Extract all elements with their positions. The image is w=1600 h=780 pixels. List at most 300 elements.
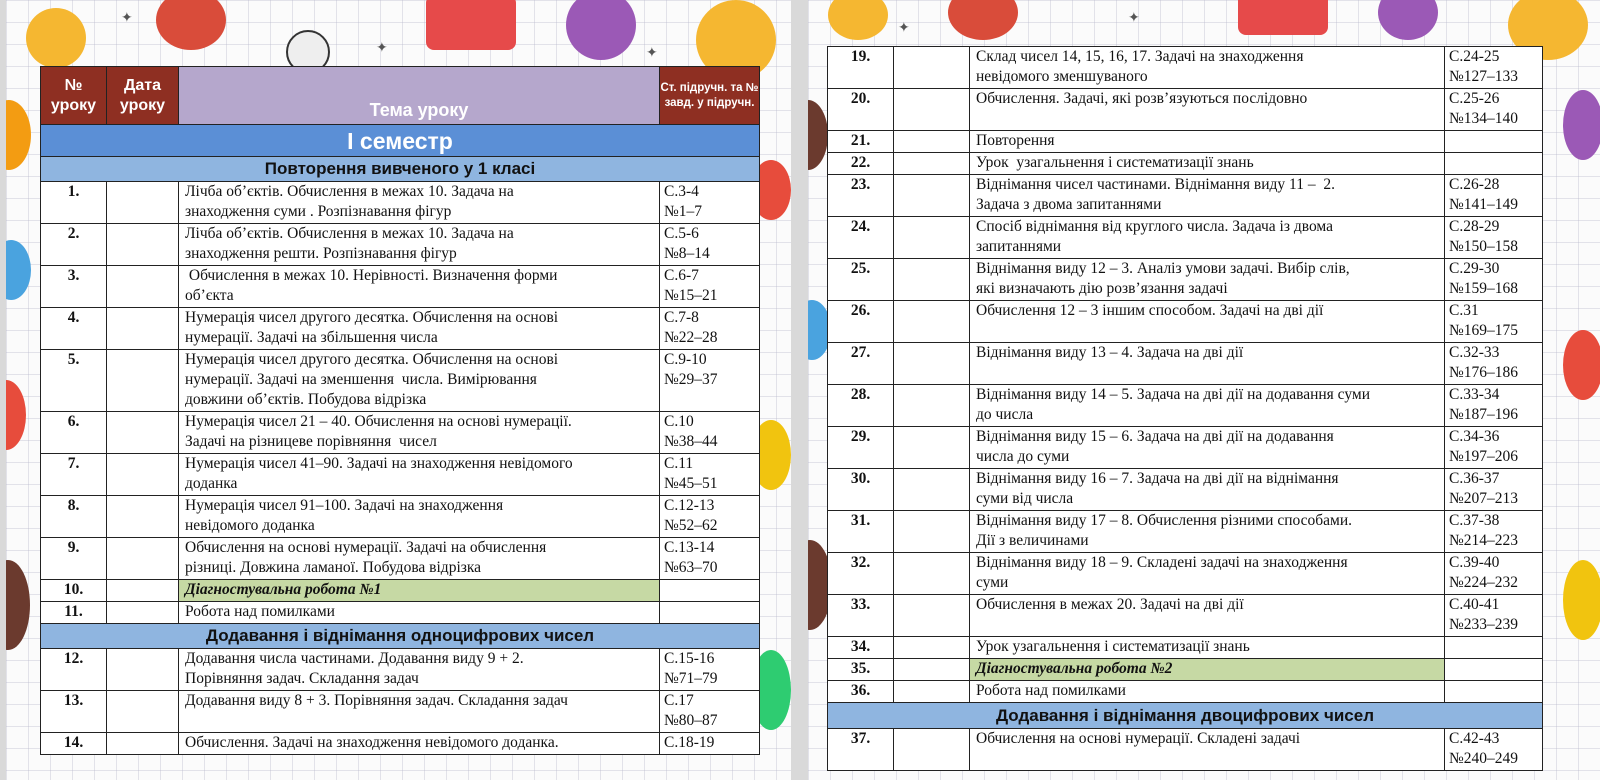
page-ref: С.9-10 xyxy=(664,351,707,368)
table-row xyxy=(828,637,1543,659)
letter-decoration xyxy=(426,0,516,50)
table-row xyxy=(828,175,1543,217)
header-lesson-date: Дата уроку xyxy=(107,67,179,125)
table-row xyxy=(828,553,1543,595)
lesson-date xyxy=(894,259,970,301)
page-ref: С.24-25 xyxy=(1449,48,1500,65)
textbook-ref xyxy=(1445,681,1543,703)
lesson-number: 5. xyxy=(41,350,107,412)
topic-line: Порівняння задач. Складання задач xyxy=(185,670,419,687)
task-ref: №233–239 xyxy=(1449,616,1519,633)
task-ref: №176–186 xyxy=(1449,364,1519,381)
lesson-number: 36. xyxy=(828,681,894,703)
page-ref: С.40-41 xyxy=(1449,596,1500,613)
topic-line: суми xyxy=(976,574,1009,591)
table-row xyxy=(41,538,760,580)
lesson-topic xyxy=(179,412,660,454)
task-ref: №22–28 xyxy=(664,329,718,346)
textbook-ref xyxy=(1445,343,1543,385)
topic-line: Спосіб віднімання від круглого числа. Задача із двома xyxy=(976,218,1333,235)
topic-line: Задачі на різницеве порівняння чисел xyxy=(185,433,437,450)
lesson-topic xyxy=(179,182,660,224)
table-header-row xyxy=(41,67,760,125)
section-title: Додавання і віднімання одноцифрових чисел xyxy=(41,624,760,649)
topic-line: нумерації. Задачі на збільшення числа xyxy=(185,329,438,346)
topic-line: Повторення xyxy=(976,132,1055,149)
flask-decoration xyxy=(566,0,636,60)
letter-decoration xyxy=(1238,0,1328,35)
textbook-ref xyxy=(660,454,760,496)
semester-row xyxy=(41,125,760,157)
topic-line: Додавання виду 8 + 3. Порівняння задач. Складання задач xyxy=(185,692,568,709)
lesson-date xyxy=(894,659,970,681)
topic-line: Віднімання чисел частинами. Віднімання виду 11 – 2. xyxy=(976,176,1335,193)
textbook-ref xyxy=(660,602,760,624)
page-ref: С.37-38 xyxy=(1449,512,1500,529)
topic-line: Обчислення на основі нумерації. Задачі на обчислення xyxy=(185,539,547,556)
page-ref: С.13-14 xyxy=(664,539,715,556)
lesson-number: 21. xyxy=(828,131,894,153)
lesson-date xyxy=(107,496,179,538)
textbook-ref xyxy=(660,350,760,412)
table-row xyxy=(41,496,760,538)
task-ref: №29–37 xyxy=(664,371,718,388)
textbook-ref xyxy=(1445,595,1543,637)
lesson-topic xyxy=(970,659,1445,681)
task-ref: №15–21 xyxy=(664,287,718,304)
star-icon: ✦ xyxy=(646,45,658,61)
page-ref: С.25-26 xyxy=(1449,90,1500,107)
topic-line: Дії з величинами xyxy=(976,532,1089,549)
semester-title: І семестр xyxy=(41,125,760,157)
header-textbook-ref: Ст. підручн. та № завд. у підручн. xyxy=(660,67,760,125)
table-row xyxy=(41,266,760,308)
textbook-ref xyxy=(1445,259,1543,301)
topic-line: до числа xyxy=(976,406,1034,423)
lesson-number: 7. xyxy=(41,454,107,496)
topic-line: Віднімання виду 13 – 4. Задача на дві дії xyxy=(976,344,1244,361)
topic-line: знаходження суми . Розпізнавання фігур xyxy=(185,203,452,220)
lesson-topic xyxy=(970,131,1445,153)
textbook-ref xyxy=(1445,89,1543,131)
textbook-ref xyxy=(1445,427,1543,469)
lesson-date xyxy=(107,733,179,755)
topic-line: Робота над помилками xyxy=(976,682,1126,699)
topic-line: нумерації. Задачі на зменшення числа. Вимірювання xyxy=(185,371,537,388)
topic-line: Обчислення. Задачі, які розв’язуються послідовно xyxy=(976,90,1308,107)
table-row xyxy=(828,343,1543,385)
lesson-date xyxy=(894,595,970,637)
lesson-topic xyxy=(970,427,1445,469)
table-row xyxy=(828,131,1543,153)
topic-line: Нумерація чисел 21 – 40. Обчислення на основі нумерації. xyxy=(185,413,572,430)
hat-decoration xyxy=(156,0,226,50)
lesson-number: 25. xyxy=(828,259,894,301)
task-ref: №240–249 xyxy=(1449,750,1519,767)
textbook-ref xyxy=(1445,553,1543,595)
topic-line: Обчислення в межах 20. Задачі на дві дії xyxy=(976,596,1244,613)
lesson-topic xyxy=(179,602,660,624)
lesson-topic xyxy=(970,553,1445,595)
side-decoration xyxy=(6,100,31,170)
topic-line: Склад чисел 14, 15, 16, 17. Задачі на знаходження xyxy=(976,48,1304,65)
table-row xyxy=(41,350,760,412)
star-icon: ✦ xyxy=(898,20,910,36)
table-row xyxy=(828,595,1543,637)
table-row xyxy=(828,153,1543,175)
table-row xyxy=(828,217,1543,259)
task-ref: №80–87 xyxy=(664,712,718,729)
page-ref: С.36-37 xyxy=(1449,470,1500,487)
lesson-topic xyxy=(970,681,1445,703)
side-decoration xyxy=(6,380,26,450)
hat-decoration xyxy=(948,0,1018,40)
table-row xyxy=(41,580,760,602)
topic-line: Додавання числа частинами. Додавання виду 9 + 2. xyxy=(185,650,524,667)
table-row xyxy=(828,259,1543,301)
topic-line: Діагностувальна робота №1 xyxy=(185,581,382,598)
lesson-date xyxy=(107,224,179,266)
lesson-number: 22. xyxy=(828,153,894,175)
lesson-number: 13. xyxy=(41,691,107,733)
lesson-topic xyxy=(179,733,660,755)
star-icon: ✦ xyxy=(1128,10,1140,26)
task-ref: №187–196 xyxy=(1449,406,1519,423)
lesson-topic xyxy=(970,153,1445,175)
lesson-number: 8. xyxy=(41,496,107,538)
page-ref: С.39-40 xyxy=(1449,554,1500,571)
page-ref: С.33-34 xyxy=(1449,386,1500,403)
page-ref: С.29-30 xyxy=(1449,260,1500,277)
textbook-ref xyxy=(660,266,760,308)
side-decoration xyxy=(1563,90,1600,160)
medal-decoration xyxy=(828,0,888,40)
lesson-date xyxy=(894,153,970,175)
section-row xyxy=(41,157,760,182)
topic-line: які визначають дію розв’язання задачі xyxy=(976,280,1228,297)
table-row xyxy=(41,733,760,755)
lesson-date xyxy=(894,131,970,153)
textbook-ref xyxy=(660,308,760,350)
topic-line: знаходження решти. Розпізнавання фігур xyxy=(185,245,457,262)
lesson-topic xyxy=(970,385,1445,427)
lesson-topic xyxy=(970,595,1445,637)
lesson-number: 19. xyxy=(828,47,894,89)
page-ref: С.17 xyxy=(664,692,694,709)
lesson-date xyxy=(894,343,970,385)
lesson-date xyxy=(894,427,970,469)
task-ref: №159–168 xyxy=(1449,280,1519,297)
table-row xyxy=(828,301,1543,343)
lesson-number: 3. xyxy=(41,266,107,308)
page-ref: С.15-16 xyxy=(664,650,715,667)
textbook-ref xyxy=(660,691,760,733)
topic-line: Віднімання виду 15 – 6. Задача на дві дії на додавання xyxy=(976,428,1334,445)
medal-decoration xyxy=(26,8,86,68)
task-ref: №38–44 xyxy=(664,433,718,450)
topic-line: Урок узагальнення і систематизації знань xyxy=(976,638,1250,655)
page-ref: С.31 xyxy=(1449,302,1479,319)
task-ref: №134–140 xyxy=(1449,110,1519,127)
textbook-ref xyxy=(1445,637,1543,659)
topic-line: Нумерація чисел другого десятка. Обчислення на основі xyxy=(185,351,559,368)
lesson-topic xyxy=(970,217,1445,259)
textbook-ref xyxy=(1445,729,1543,771)
lesson-number: 33. xyxy=(828,595,894,637)
lesson-number: 11. xyxy=(41,602,107,624)
task-ref: №141–149 xyxy=(1449,196,1519,213)
lesson-topic xyxy=(970,469,1445,511)
lesson-number: 10. xyxy=(41,580,107,602)
topic-line: Обчислення. Задачі на знаходження невідомого доданка. xyxy=(185,734,559,751)
topic-line: Віднімання виду 17 – 8. Обчислення різними способами. xyxy=(976,512,1353,529)
page-ref: С.32-33 xyxy=(1449,344,1500,361)
section-row xyxy=(41,624,760,649)
lesson-number: 30. xyxy=(828,469,894,511)
lesson-number: 37. xyxy=(828,729,894,771)
lesson-topic xyxy=(179,308,660,350)
table-row xyxy=(828,681,1543,703)
topic-line: Лічба об’єктів. Обчислення в межах 10. Задача на xyxy=(185,183,514,200)
lesson-date xyxy=(107,649,179,691)
textbook-ref xyxy=(660,496,760,538)
task-ref: №169–175 xyxy=(1449,322,1519,339)
topic-line: невідомого доданка xyxy=(185,517,315,534)
lesson-date xyxy=(894,175,970,217)
lesson-number: 20. xyxy=(828,89,894,131)
topic-line: об’єкта xyxy=(185,287,234,304)
lesson-topic xyxy=(970,47,1445,89)
lesson-date xyxy=(107,308,179,350)
topic-line: Віднімання виду 18 – 9. Складені задачі на знаходження xyxy=(976,554,1348,571)
lesson-date xyxy=(894,301,970,343)
lesson-number: 12. xyxy=(41,649,107,691)
topic-line: доданка xyxy=(185,475,238,492)
lesson-number: 31. xyxy=(828,511,894,553)
lesson-topic xyxy=(970,511,1445,553)
textbook-ref xyxy=(1445,469,1543,511)
lesson-number: 34. xyxy=(828,637,894,659)
lesson-date xyxy=(894,553,970,595)
table-row xyxy=(41,649,760,691)
topic-line: Обчислення в межах 10. Нерівності. Визначення форми xyxy=(185,267,558,284)
textbook-ref xyxy=(660,580,760,602)
topic-line: Віднімання виду 14 – 5. Задача на дві дії на додавання суми xyxy=(976,386,1371,403)
page-ref: С.28-29 xyxy=(1449,218,1500,235)
topic-line: Урок узагальнення і систематизації знань xyxy=(976,154,1254,171)
section-row xyxy=(828,703,1543,729)
lesson-date xyxy=(894,511,970,553)
textbook-ref xyxy=(1445,131,1543,153)
task-ref: №214–223 xyxy=(1449,532,1519,549)
side-decoration xyxy=(6,560,30,650)
textbook-ref xyxy=(660,182,760,224)
task-ref: №150–158 xyxy=(1449,238,1519,255)
topic-line: Віднімання виду 12 – 3. Аналіз умови задачі. Вибір слів, xyxy=(976,260,1350,277)
page-ref: С.18-19 xyxy=(664,734,715,751)
task-ref: №127–133 xyxy=(1449,68,1519,85)
topic-line: Нумерація чисел 91–100. Задачі на знаходження xyxy=(185,497,504,514)
page-ref: С.12-13 xyxy=(664,497,715,514)
topic-line: Робота над помилками xyxy=(185,603,335,620)
lesson-number: 26. xyxy=(828,301,894,343)
table-row xyxy=(828,511,1543,553)
table-row xyxy=(828,385,1543,427)
topic-line: Нумерація чисел другого десятка. Обчислення на основі xyxy=(185,309,559,326)
lesson-date xyxy=(107,182,179,224)
page-ref: С.42-43 xyxy=(1449,730,1500,747)
topic-line: Обчислення на основі нумерації. Складені задачі xyxy=(976,730,1301,747)
table-row xyxy=(41,224,760,266)
lesson-topic xyxy=(179,691,660,733)
lesson-date xyxy=(107,266,179,308)
table-row xyxy=(41,602,760,624)
lesson-topic xyxy=(179,454,660,496)
textbook-ref xyxy=(1445,217,1543,259)
topic-line: Діагностувальна робота №2 xyxy=(976,660,1173,677)
lesson-plan-table xyxy=(827,46,1543,771)
lesson-date xyxy=(107,538,179,580)
page-ref: С.6-7 xyxy=(664,267,699,284)
flask-decoration xyxy=(1378,0,1438,40)
task-ref: №71–79 xyxy=(664,670,718,687)
task-ref: №45–51 xyxy=(664,475,718,492)
topic-line: різниці. Довжина ламаної. Побудова відрізка xyxy=(185,559,482,576)
lesson-number: 4. xyxy=(41,308,107,350)
lesson-topic xyxy=(179,496,660,538)
table-row xyxy=(828,729,1543,771)
lesson-topic xyxy=(970,343,1445,385)
lesson-date xyxy=(107,350,179,412)
task-ref: №197–206 xyxy=(1449,448,1519,465)
lesson-number: 14. xyxy=(41,733,107,755)
topic-line: Віднімання виду 16 – 7. Задача на дві дії на віднімання xyxy=(976,470,1339,487)
task-ref: №207–213 xyxy=(1449,490,1519,507)
lesson-date xyxy=(894,681,970,703)
textbook-ref xyxy=(1445,47,1543,89)
task-ref: №52–62 xyxy=(664,517,718,534)
lesson-number: 23. xyxy=(828,175,894,217)
table-row xyxy=(41,182,760,224)
page-ref: С.11 xyxy=(664,455,694,472)
page-ref: С.26-28 xyxy=(1449,176,1500,193)
table-row xyxy=(828,469,1543,511)
star-icon: ✦ xyxy=(121,10,133,26)
table-row xyxy=(41,454,760,496)
side-decoration xyxy=(1563,330,1600,400)
table-row xyxy=(41,691,760,733)
lesson-number: 24. xyxy=(828,217,894,259)
lesson-number: 29. xyxy=(828,427,894,469)
lesson-number: 32. xyxy=(828,553,894,595)
textbook-ref xyxy=(1445,301,1543,343)
lesson-number: 1. xyxy=(41,182,107,224)
lesson-topic xyxy=(970,637,1445,659)
textbook-ref xyxy=(1445,659,1543,681)
table-row xyxy=(41,412,760,454)
textbook-ref xyxy=(660,224,760,266)
page-ref: С.3-4 xyxy=(664,183,699,200)
task-ref: №63–70 xyxy=(664,559,718,576)
page-ref: С.10 xyxy=(664,413,694,430)
lesson-topic xyxy=(970,89,1445,131)
lesson-number: 28. xyxy=(828,385,894,427)
lesson-date xyxy=(894,637,970,659)
lesson-topic xyxy=(179,224,660,266)
table-row xyxy=(41,308,760,350)
lesson-date xyxy=(107,580,179,602)
document-page-left xyxy=(6,0,791,780)
page-ref: С.5-6 xyxy=(664,225,699,242)
lesson-topic xyxy=(179,649,660,691)
star-icon: ✦ xyxy=(376,40,388,56)
textbook-ref xyxy=(660,538,760,580)
page-ref: С.7-8 xyxy=(664,309,699,326)
lesson-date xyxy=(107,691,179,733)
table-row xyxy=(828,89,1543,131)
lesson-topic xyxy=(970,729,1445,771)
lesson-number: 6. xyxy=(41,412,107,454)
lesson-date xyxy=(894,47,970,89)
lesson-date xyxy=(894,469,970,511)
textbook-ref xyxy=(1445,385,1543,427)
task-ref: №1–7 xyxy=(664,203,703,220)
topic-line: Обчислення 12 – 3 іншим способом. Задачі на дві дії xyxy=(976,302,1324,319)
topic-line: числа до суми xyxy=(976,448,1070,465)
lesson-topic xyxy=(970,301,1445,343)
section-title: Повторення вивченого у 1 класі xyxy=(41,157,760,182)
document-page-right xyxy=(808,0,1600,780)
lesson-date xyxy=(107,412,179,454)
lesson-topic xyxy=(179,538,660,580)
lesson-topic xyxy=(179,580,660,602)
task-ref: №8–14 xyxy=(664,245,710,262)
topic-line: суми від числа xyxy=(976,490,1074,507)
side-decoration xyxy=(1563,560,1600,640)
table-row xyxy=(828,47,1543,89)
side-decoration xyxy=(6,240,31,300)
topic-line: запитаннями xyxy=(976,238,1062,255)
textbook-ref xyxy=(660,649,760,691)
topic-line: невідомого зменшуваного xyxy=(976,68,1148,85)
textbook-ref xyxy=(660,412,760,454)
header-lesson-number: № уроку xyxy=(41,67,107,125)
lesson-topic xyxy=(179,266,660,308)
lesson-date xyxy=(107,602,179,624)
textbook-ref xyxy=(1445,175,1543,217)
lesson-number: 35. xyxy=(828,659,894,681)
lesson-topic xyxy=(970,259,1445,301)
lesson-date xyxy=(894,217,970,259)
table-row xyxy=(828,427,1543,469)
lesson-number: 9. xyxy=(41,538,107,580)
topic-line: довжини об’єктів. Побудова відрізка xyxy=(185,391,427,408)
topic-line: Задача з двома запитаннями xyxy=(976,196,1162,213)
lesson-number: 27. xyxy=(828,343,894,385)
section-title: Додавання і віднімання двоцифрових чисел xyxy=(828,703,1543,729)
lesson-plan-table xyxy=(40,66,760,755)
lesson-number: 2. xyxy=(41,224,107,266)
lesson-topic xyxy=(179,350,660,412)
textbook-ref xyxy=(1445,153,1543,175)
textbook-ref xyxy=(1445,511,1543,553)
task-ref: №224–232 xyxy=(1449,574,1519,591)
lesson-topic xyxy=(970,175,1445,217)
side-decoration xyxy=(808,100,828,170)
page-ref: С.34-36 xyxy=(1449,428,1500,445)
topic-line: Лічба об’єктів. Обчислення в межах 10. Задача на xyxy=(185,225,514,242)
table-row xyxy=(828,659,1543,681)
